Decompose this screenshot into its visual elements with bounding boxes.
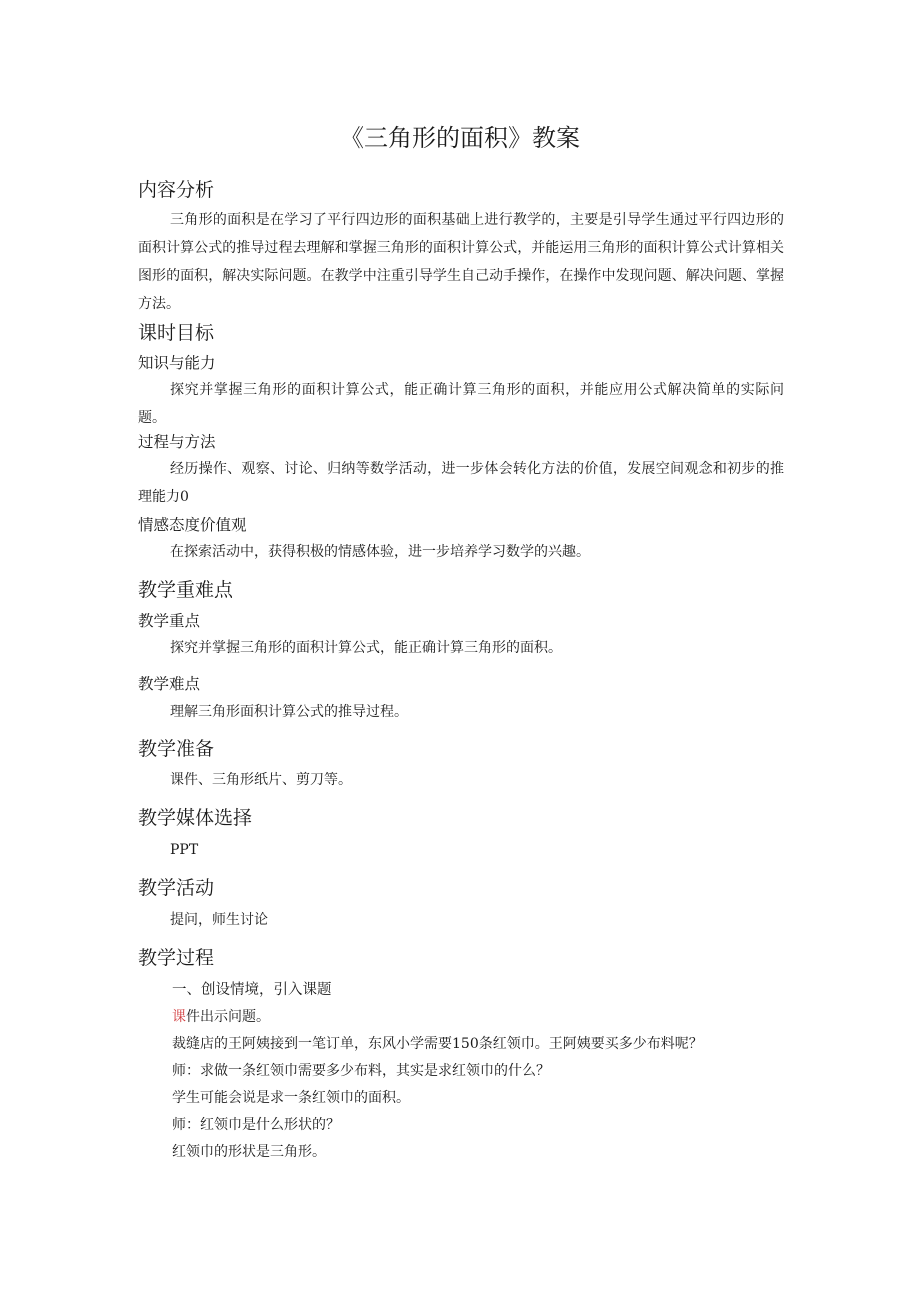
heading-procedure: 教学过程 [138, 947, 215, 969]
procedure-line-5: 师：红领巾是什么形状的？ [172, 1117, 340, 1133]
subheading-difficulty: 教学难点 [138, 675, 201, 693]
paragraph-preparation: 课件、三角形纸片、剪刀等。 [170, 772, 352, 788]
subheading-process: 过程与方法 [138, 433, 216, 451]
heading-content-analysis: 内容分析 [138, 179, 215, 201]
paragraph-focus: 探究并掌握三角形的面积计算公式，能正确计算三角形的面积。 [170, 640, 562, 656]
heading-preparation: 教学准备 [138, 738, 215, 760]
paragraph-emotion: 在探索活动中，获得积极的情感体验，进一步培养学习数学的兴趣。 [170, 544, 590, 560]
paragraph-activity: 提问，师生讨论 [170, 912, 268, 928]
subheading-knowledge: 知识与能力 [138, 354, 216, 372]
paragraph-knowledge: 探究并掌握三角形的面积计算公式，能正确计算三角形的面积，并能应用公式解决简单的实际问题。 [138, 382, 784, 426]
heading-objectives: 课时目标 [138, 322, 215, 344]
procedure-line-4: 学生可能会说是求一条红领巾的面积。 [172, 1090, 410, 1106]
heading-media: 教学媒体选择 [138, 807, 253, 829]
paragraph-difficulty: 理解三角形面积计算公式的推导过程。 [170, 704, 408, 720]
paragraph-process: 经历操作、观察、讨论、归纳等数学活动，进一步体会转化方法的价值，发展空间观念和初步的推理能力0 [138, 461, 784, 505]
subheading-step1: 一、创设情境，引入课题 [172, 982, 332, 998]
procedure-line-1-rest: 件出示问题。 [186, 1009, 270, 1025]
subheading-emotion: 情感态度价值观 [138, 516, 247, 534]
document-title: 《三角形的面积》教案 [340, 124, 580, 152]
procedure-line-1 [172, 1007, 270, 1027]
heading-key-points: 教学重难点 [138, 579, 234, 601]
procedure-line-6: 红领巾的形状是三角形。 [172, 1144, 326, 1160]
highlighted-char: 课 [172, 1009, 186, 1025]
paragraph-media: PPT [170, 842, 199, 858]
paragraph-content-analysis: 三角形的面积是在学习了平行四边形的面积基础上进行教学的，主要是引导学生通过平行四边形的面积计算公式的推导过程去理解和掌握三角形的面积计算公式，并能运用三角形的面积计算公式计算相关图形的面积，解决实际问题。在教学中注重引导学生自己动手操作，在操作中发现问题、解决问题、掌握方法。 [138, 212, 784, 312]
heading-activity: 教学活动 [138, 877, 215, 899]
subheading-focus: 教学重点 [138, 612, 201, 630]
procedure-line-2: 裁缝店的王阿姨接到一笔订单，东风小学需要150条红领巾。王阿姨要买多少布料呢？ [172, 1036, 703, 1052]
procedure-line-3: 师：求做一条红领巾需要多少布料，其实是求红领巾的什么？ [172, 1063, 550, 1079]
